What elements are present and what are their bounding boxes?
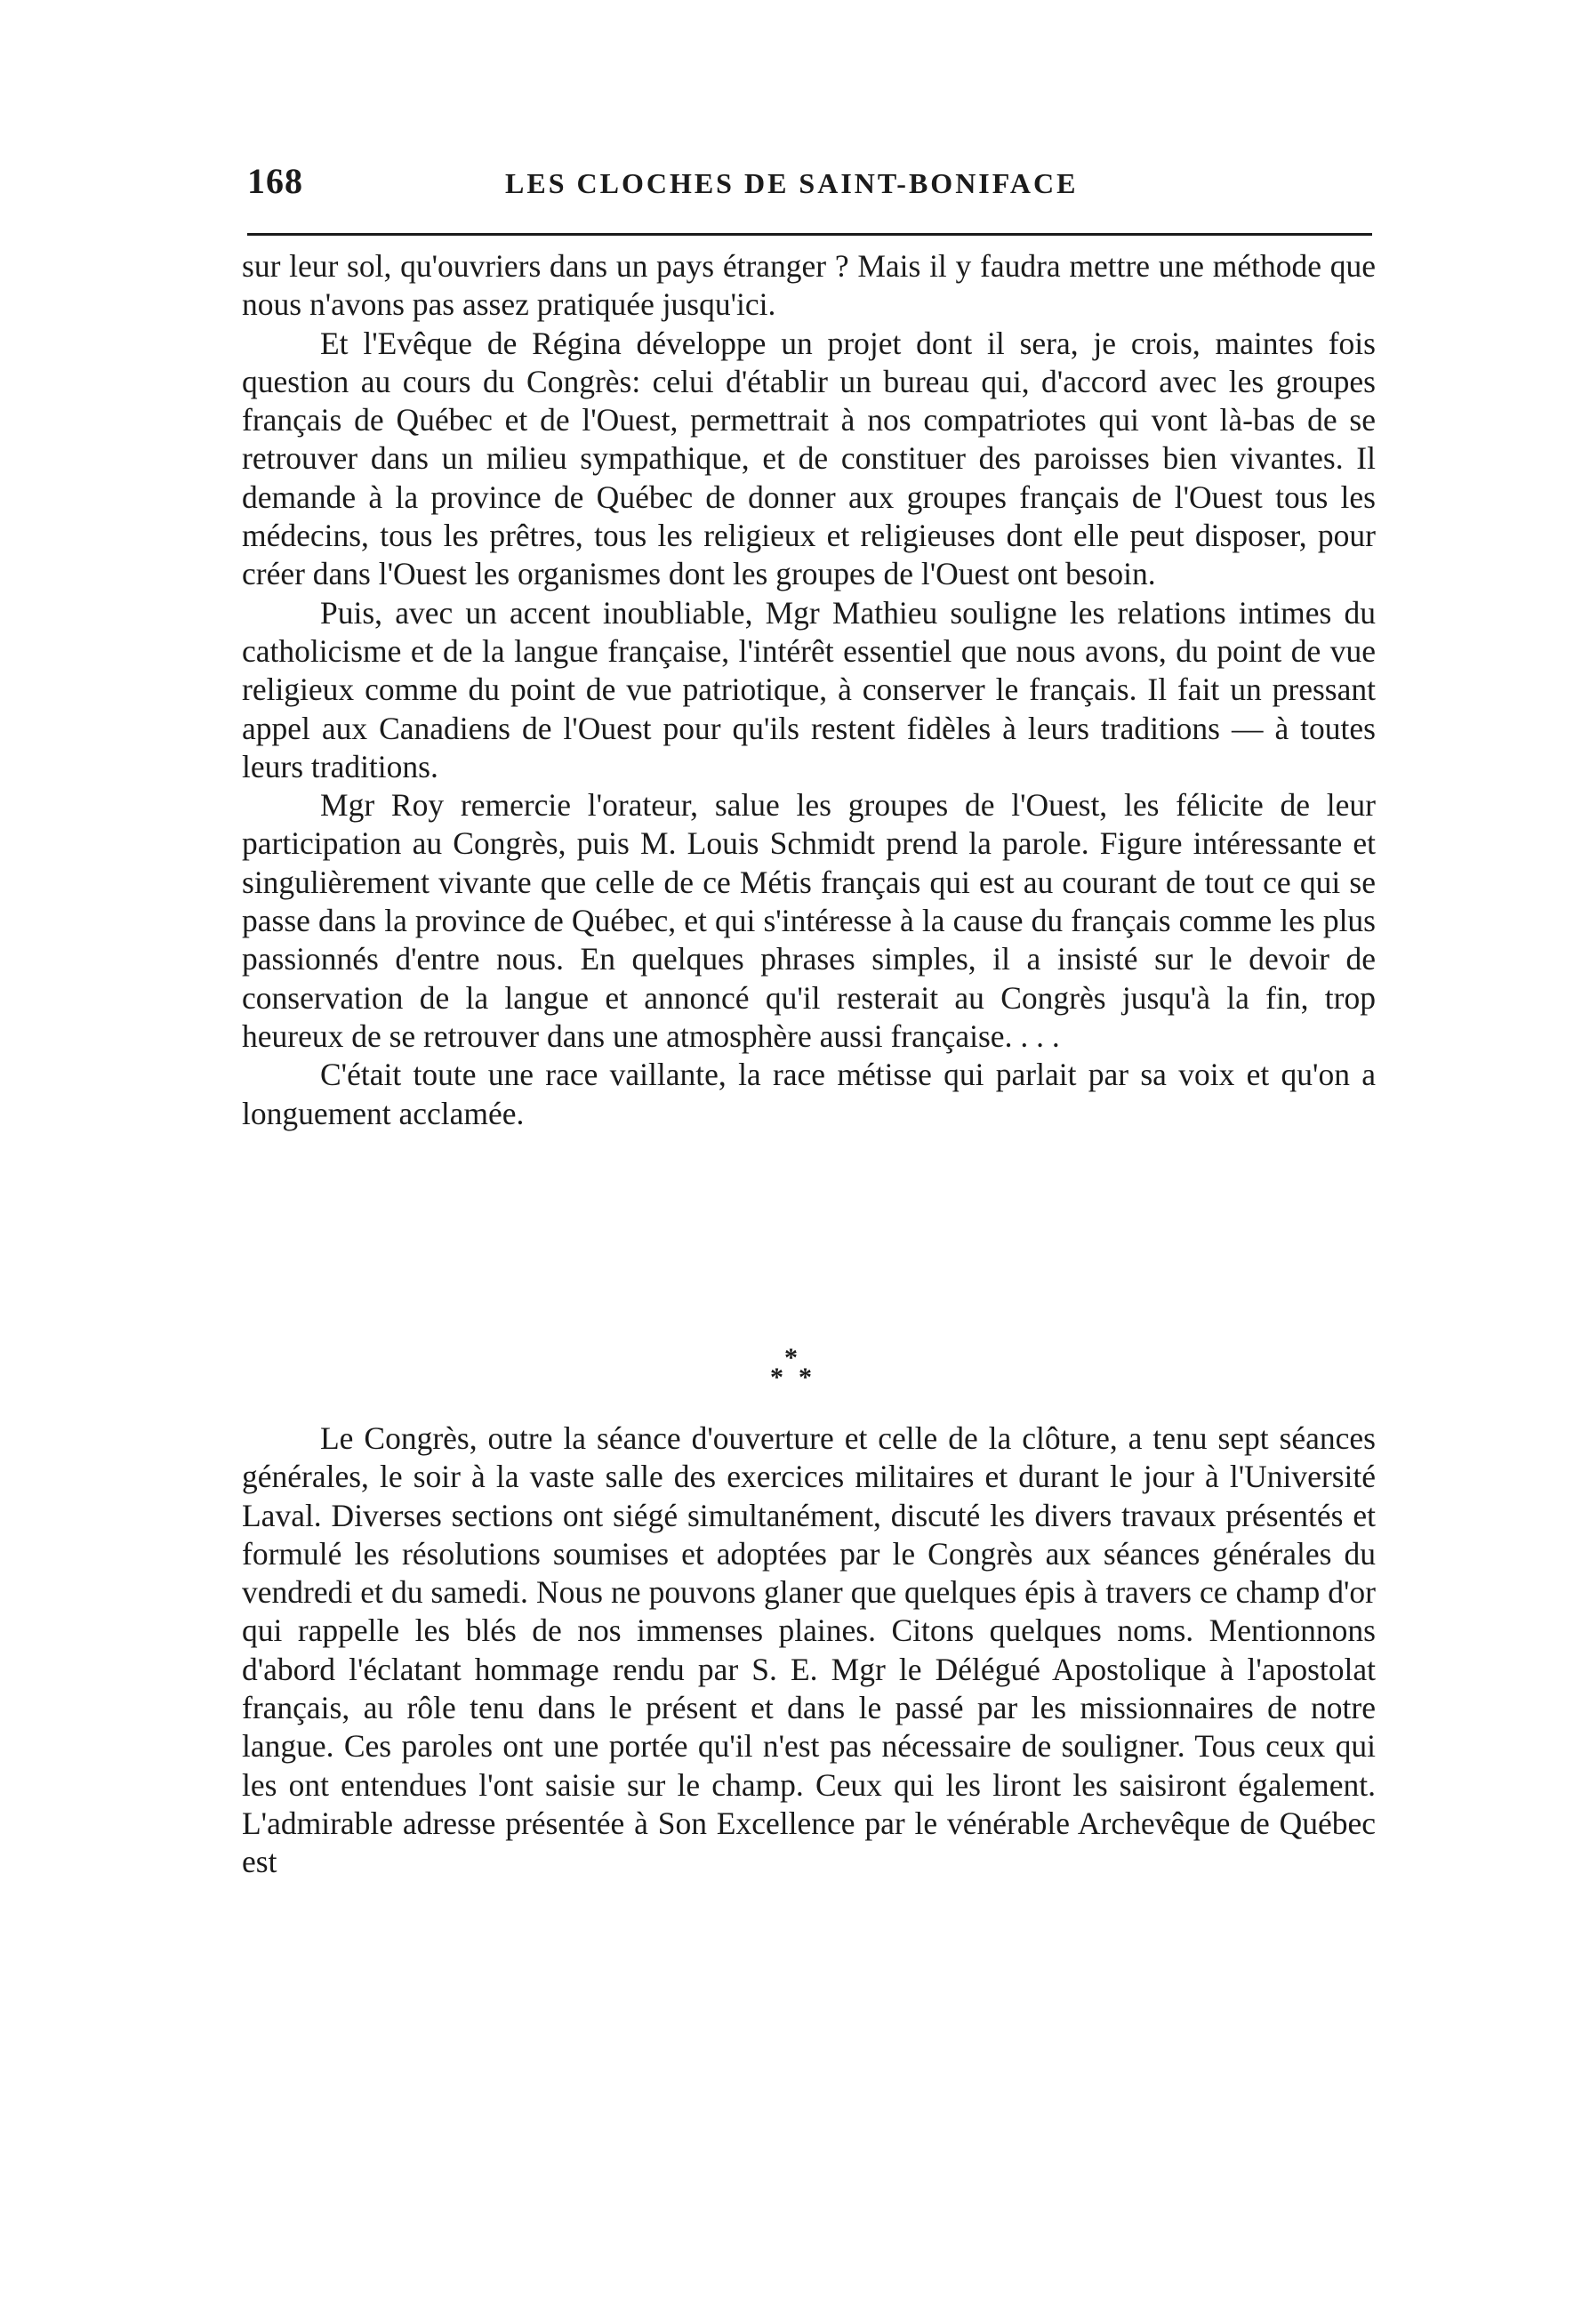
paragraph: Le Congrès, outre la séance d'ouverture et celle de la clôture, a tenu sept séances générales, le soir à la vaste salle des exercices militaires et durant le jour à l'Université Laval. Diverses sections ont siégé simultanément, discuté les divers travaux présentés et formulé les résolutions soumises et adoptées par le Congrès aux séances générales du vendredi et du samedi. Nous ne pouvons glaner que quelques épis à travers ce champ d'or qui rappelle les blés de nos immenses plaines. Citons quelques noms. Mentionnons d'abord l'éclatant hommage rendu par S. E. Mgr le Délégué Apostolique à l'apostolat français, au rôle tenu dans le présent et dans le passé par les missionnaires de notre langue. Ces paroles ont une portée qu'il n'est pas nécessaire de souligner. Tous ceux qui les ont entendues l'ont saisie sur le champ. Ceux qui les liront les saisiront également. L'admirable adresse présentée à Son Excellence par le vénérable Archevêque de Québec est bbox=[242, 1420, 1376, 1880]
section-2-text bbox=[242, 1419, 1376, 1882]
section-separator-asterism bbox=[765, 1343, 818, 1405]
running-title: LES CLOCHES DE SAINT-BONIFACE bbox=[505, 167, 1079, 199]
asterism-star: * bbox=[799, 1363, 812, 1392]
page-header bbox=[247, 160, 1369, 213]
paragraph: C'était toute une race vaillante, la race métisse qui parlait par sa voix et qu'on a longuement acclamée. bbox=[242, 1057, 1376, 1131]
asterism-star: * bbox=[770, 1363, 783, 1392]
paragraph: Et l'Evêque de Régina développe un projet dont il sera, je crois, maintes fois question au cours du Congrès: celui d'établir un bureau qui, d'accord avec les groupes français de Québec et de l'Ouest, permettrait à nos compatriotes qui vont là-bas de se retrouver dans un milieu sympathique, et de constituer des paroisses bien vivantes. Il demande à la province de Québec de donner aux groupes français de l'Ouest tous les médecins, tous les prêtres, tous les religieux et religieuses dont elle peut disposer, pour créer dans l'Ouest les organismes dont les groupes de l'Ouest ont besoin. bbox=[242, 325, 1376, 592]
header-rule bbox=[247, 233, 1372, 236]
paragraph: Mgr Roy remercie l'orateur, salue les groupes de l'Ouest, les félicite de leur participation au Congrès, puis M. Louis Schmidt prend la parole. Figure intéressante et singulièrement vivante que celle de ce Métis français qui est au courant de tout ce qui se passe dans la province de Québec, et qui s'intéresse à la cause du français comme les plus passionnés d'entre nous. En quelques phrases simples, il a insisté sur le devoir de conservation de la langue et annoncé qu'il resterait au Congrès jusqu'à la fin, trop heureux de se retrouver dans une atmosphère aussi française. . . . bbox=[242, 787, 1376, 1054]
section-1-text bbox=[242, 247, 1376, 1133]
paragraph: sur leur sol, qu'ouvriers dans un pays étranger ? Mais il y faudra mettre une méthode que nous n'avons pas assez pratiquée jusqu'ici. bbox=[242, 248, 1376, 323]
page-number: 168 bbox=[247, 161, 303, 201]
asterism-star: * bbox=[784, 1343, 798, 1372]
paragraph: Puis, avec un accent inoubliable, Mgr Mathieu souligne les relations intimes du catholicisme et de la langue française, l'intérêt essentiel que nous avons, du point de vue religieux comme du point de vue patriotique, à conserver le français. Il fait un pressant appel aux Canadiens de l'Ouest pour qu'ils restent fidèles à leurs traditions — à toutes leurs traditions. bbox=[242, 594, 1376, 784]
